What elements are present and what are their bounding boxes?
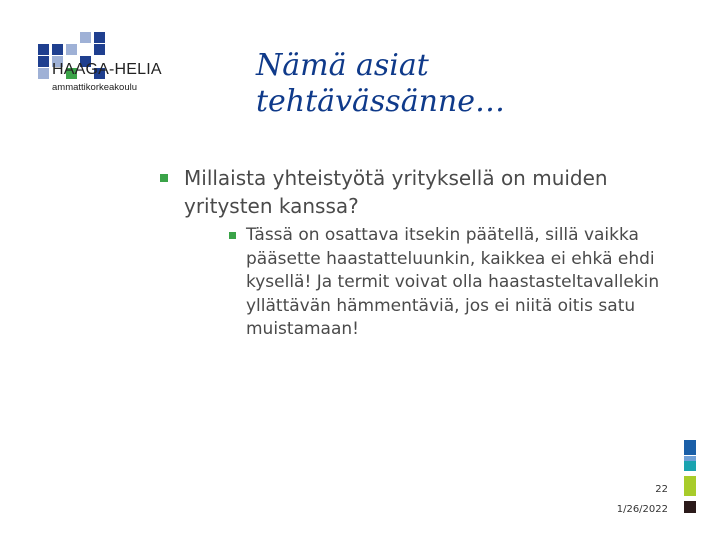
slide-date: 1/26/2022 [616,504,668,515]
deco-block [684,440,696,455]
logo-square [38,68,49,79]
bullet-item [160,164,660,220]
logo-square [80,32,91,43]
bullet-marker [160,174,168,182]
bullet-text: Millaista yhteistyötä yrityksellä on muiden yritysten kanssa? [184,166,608,218]
deco-block [684,501,696,513]
logo-square [38,56,49,67]
logo-square [66,44,77,55]
logo-square [94,32,105,43]
logo-square [52,44,63,55]
logo-subtitle: ammattikorkeakoulu [52,82,138,93]
logo-square [38,44,49,55]
sub-bullet-text: Tässä on osattava itsekin päätellä, sillä vaikka pääsette haastatteluunkin, kaikkea ei ehkä ehdi kysellä! Ja termit voivat olla haastasteltavallekin yllättävän hämmentäviä, jos ei niitä oitis satu muistamaan! [246,225,660,339]
slide-title: Nämä asiat tehtävässänne… [256,48,505,119]
deco-block [684,461,696,471]
page-number: 22 [655,484,668,495]
deco-block [684,476,696,496]
sub-bullet-item [229,224,669,342]
bullet-marker [229,232,236,239]
logo-square [94,44,105,55]
logo-name: HAAGA-HELIA [52,61,162,78]
